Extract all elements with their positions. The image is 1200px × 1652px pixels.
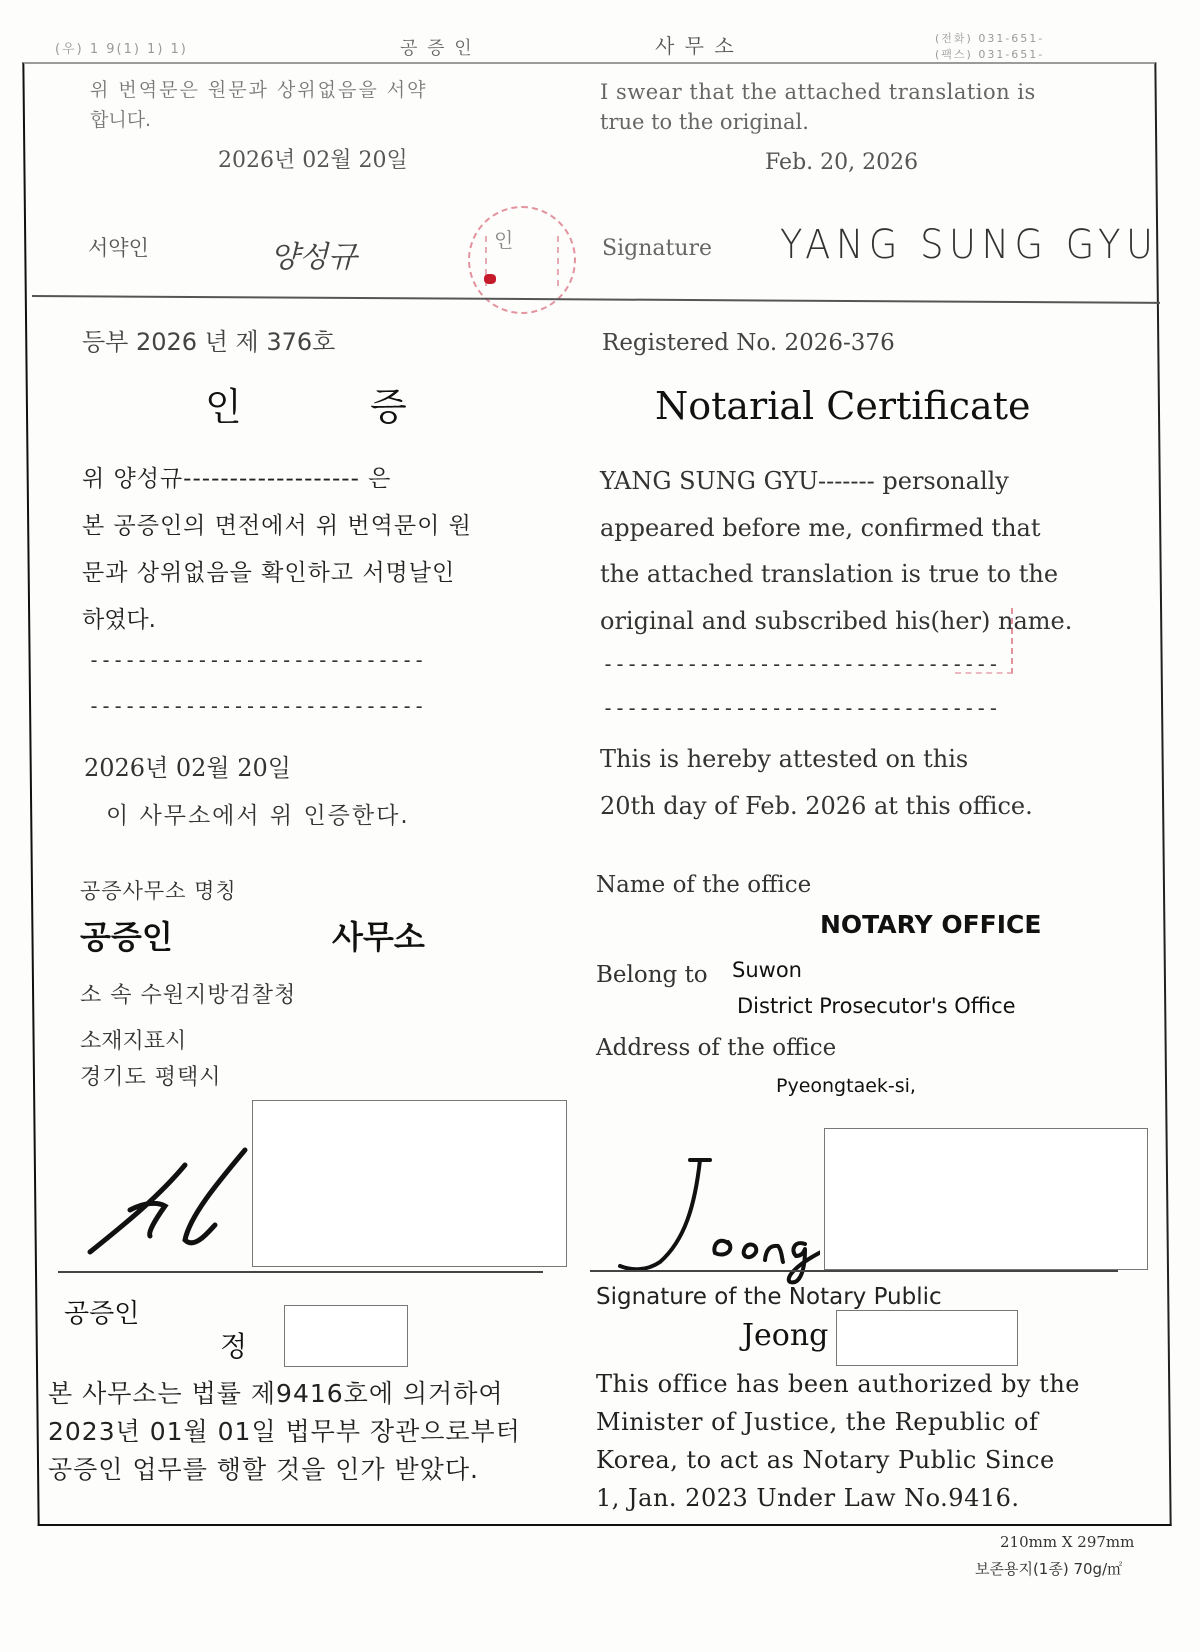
- body-kr-line1: 위 양성규------------------- 은: [82, 466, 392, 492]
- auth-kr-line2: 2023년 01월 01일 법무부 장관으로부터: [48, 1417, 521, 1446]
- header-fax: (팩스) 031-651-: [935, 48, 1045, 61]
- body-kr-line2: 본 공증인의 면전에서 위 번역문이 원: [82, 513, 472, 539]
- title-kr-char2: 증: [370, 385, 407, 429]
- attest-en-line1: This is hereby attested on this: [600, 745, 969, 773]
- title-kr-char1: 인: [205, 385, 242, 429]
- redacted-name-kr: [284, 1305, 408, 1367]
- office-name-label-en: Name of the office: [596, 872, 812, 898]
- oath-kr-line1: 위 번역문은 원문과 상위없음을 서약: [90, 79, 428, 101]
- oath-kr-line2: 합니다.: [90, 109, 152, 131]
- registration-no-en: Registered No. 2026-376: [602, 330, 895, 356]
- office-address-kr: 경기도 평택시: [80, 1065, 222, 1090]
- office-name-en: NOTARY OFFICE: [820, 910, 1042, 939]
- body-en-line4: original and subscribed his(her) name.: [600, 607, 1073, 635]
- office-belong-en-2: District Prosecutor's Office: [737, 994, 1016, 1018]
- attest-kr-date: 2026년 02월 20일: [84, 754, 291, 782]
- redacted-seal-box-kr: [252, 1100, 567, 1267]
- auth-en-line3: Korea, to act as Notary Public Since: [596, 1446, 1055, 1474]
- attest-kr-text: 이 사무소에서 위 인증한다.: [106, 803, 410, 829]
- body-en-line3: the attached translation is true to the: [600, 560, 1059, 588]
- oath-en-line2: true to the original.: [600, 110, 809, 134]
- oath-en-line1: I swear that the attached translation is: [600, 80, 1036, 104]
- auth-kr-line1: 본 사무소는 법률 제9416호에 의거하여: [48, 1379, 504, 1408]
- office-name-label-kr: 공증사무소 명칭: [80, 879, 237, 903]
- redacted-seal-box-en: [824, 1128, 1148, 1270]
- blank-line-en-2: ---------------------------------: [602, 696, 1000, 720]
- blank-line-kr-2: ----------------------------: [88, 694, 426, 718]
- blank-line-en-1: ---------------------------------: [602, 652, 1000, 676]
- signer-signature-en: YANG SUNG GYU: [780, 222, 1159, 268]
- title-en: Notarial Certificate: [655, 384, 1031, 428]
- body-kr-line3: 문과 상위없음을 확인하고 서명날인: [82, 560, 456, 586]
- auth-en-line2: Minister of Justice, the Republic of: [596, 1408, 1039, 1436]
- office-belong-kr: 소 속 수원지방검찰청: [80, 983, 297, 1008]
- attest-en-line2: 20th day of Feb. 2026 at this office.: [600, 792, 1033, 820]
- notary-name-kr: 정: [220, 1330, 248, 1363]
- signature-label-en: Signature: [602, 236, 713, 261]
- seal-char: 인: [494, 228, 514, 252]
- redacted-name-en: [836, 1310, 1018, 1366]
- body-en-line2: appeared before me, confirmed that: [600, 514, 1041, 542]
- body-en-line1: YANG SUNG GYU------- personally: [600, 467, 1009, 495]
- body-kr-line4: 하였다.: [82, 607, 156, 633]
- auth-en-line4: 1, Jan. 2023 Under Law No.9416.: [596, 1484, 1020, 1512]
- paper-type: 보존용지(1종) 70g/㎡: [975, 1560, 1123, 1578]
- oath-kr-date: 2026년 02월 20일: [218, 148, 408, 173]
- auth-kr-line3: 공증인 업무를 행할 것을 인가 받았다.: [48, 1455, 479, 1484]
- notary-name-en: Jeong: [742, 1318, 829, 1353]
- office-belong-label-en: Belong to: [596, 962, 708, 988]
- blank-line-kr-1: ----------------------------: [88, 648, 426, 672]
- notary-label-en: Signature of the Notary Public: [596, 1284, 942, 1310]
- signer-signature-kr: 양성규: [270, 240, 357, 275]
- office-belong-en-1: Suwon: [732, 958, 802, 982]
- notary-handwritten-signature-en: [600, 1150, 820, 1290]
- signer-label-kr: 서약인: [88, 236, 149, 260]
- signature-line-en: [590, 1270, 1118, 1272]
- header-notary-name: 공 증 인: [400, 38, 474, 59]
- header-phone: (전화) 031-651-: [935, 32, 1045, 45]
- office-name-kr-2: 사무소: [332, 918, 425, 956]
- registration-no-kr: 등부 2026 년 제 376호: [82, 328, 336, 356]
- office-address-en: Pyeongtaek-si,: [776, 1075, 916, 1097]
- office-name-kr-1: 공증인: [80, 918, 173, 956]
- oath-en-date: Feb. 20, 2026: [765, 150, 919, 175]
- notary-label-kr: 공증인: [64, 1299, 140, 1329]
- office-address-label-en: Address of the office: [596, 1035, 837, 1061]
- header-office-name: 사 무 소: [655, 34, 736, 58]
- header-postal-code: (우) 1 9(1) 1) 1): [55, 42, 188, 57]
- notary-handwritten-signature-kr: [70, 1140, 260, 1270]
- paper-size: 210mm X 297mm: [1000, 1533, 1135, 1551]
- office-address-label-kr: 소재지표시: [80, 1029, 187, 1054]
- auth-en-line1: This office has been authorized by the: [596, 1370, 1080, 1398]
- signature-line-kr: [58, 1271, 543, 1273]
